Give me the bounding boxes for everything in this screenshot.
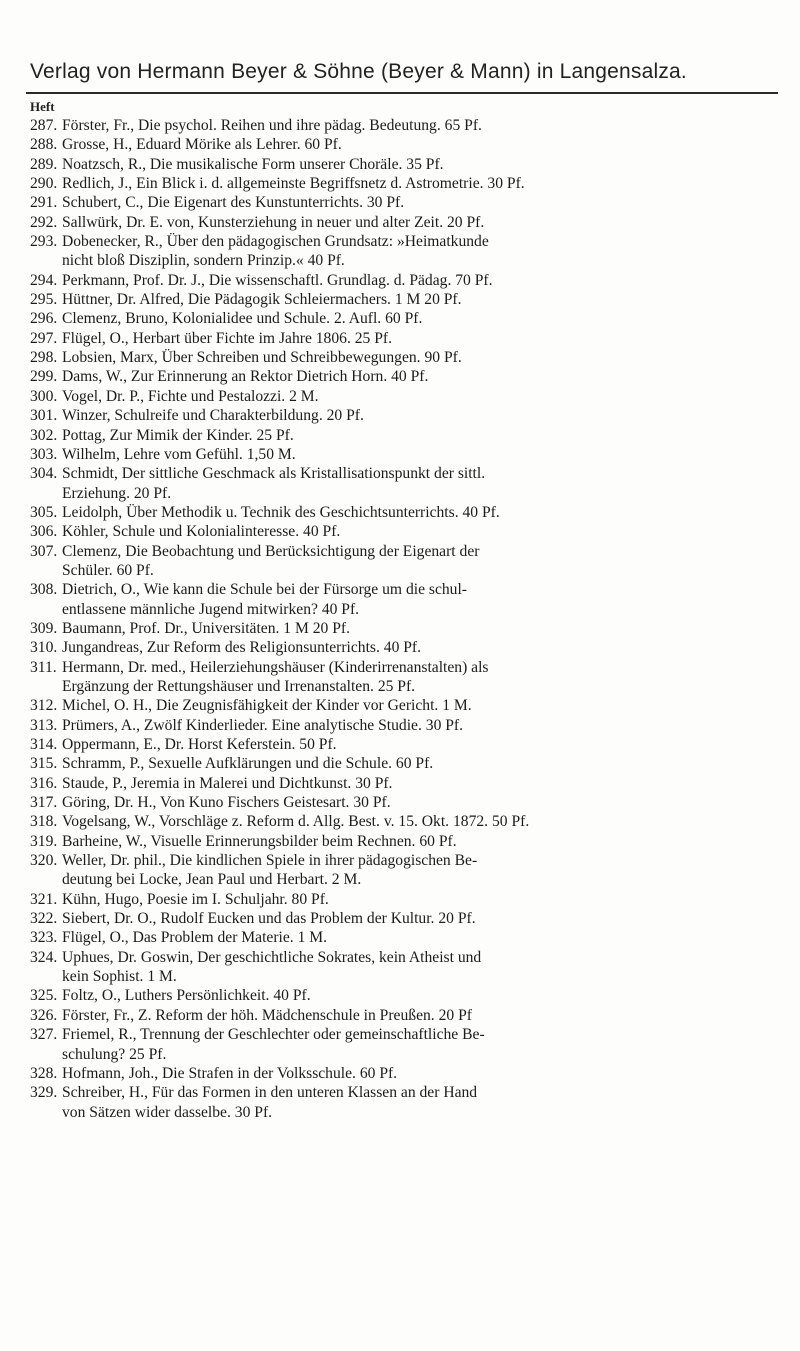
entry-text: Kühn, Hugo, Poesie im I. Schuljahr. 80 Pf. [62,890,329,908]
list-item [30,116,770,135]
entry-text: Barheine, W., Visuelle Erinnerungsbilder beim Rechnen. 60 Pf. [62,832,457,850]
list-item [30,329,770,348]
entry-text: Förster, Fr., Die psychol. Reihen und ihre pädag. Bedeutung. 65 Pf. [62,117,482,134]
entry-number: 326. [30,1006,58,1024]
list-item [30,348,770,367]
list-item [30,890,770,909]
entry-text: Flügel, O., Herbart über Fichte im Jahre 1806. 25 Pf. [62,329,393,347]
entry-text: Perkmann, Prof. Dr. J., Die wissenschaftl. Grundlag. d. Pädag. 70 Pf. [62,271,493,289]
list-item [30,155,770,174]
header-rule [26,92,778,94]
list-item [30,522,770,541]
list-item [30,290,770,309]
list-item [30,909,770,928]
entry-number: 303. [30,445,58,463]
entry-number: 318. [30,813,58,831]
entry-text: Dams, W., Zur Erinnerung an Rektor Dietrich Horn. 40 Pf. [62,368,429,386]
list-item [30,174,770,193]
list-item [30,716,770,735]
list-item [30,1006,770,1025]
entry-number: 321. [30,890,58,908]
list-item [30,619,770,638]
entry-text: Dobenecker, R., Über den pädagogischen Grundsatz: »Heimatkunde nicht bloß Disziplin, sondern Prinzip.« 40 Pf. [62,233,489,270]
list-item [30,986,770,1005]
entry-text: Vogelsang, W., Vorschläge z. Reform d. Allg. Best. v. 15. Okt. 1872. 50 Pf. [62,813,530,831]
list-item [30,213,770,232]
entry-number: 291. [30,194,58,212]
list-item [30,658,770,697]
entry-text: Wilhelm, Lehre vom Gefühl. 1,50 M. [62,445,296,463]
entry-number: 297. [30,329,58,347]
entry-text: Winzer, Schulreife und Charakterbildung. 20 Pf. [62,407,364,425]
entry-number: 293. [30,233,58,251]
list-item [30,135,770,154]
list-item [30,503,770,522]
entry-number: 328. [30,1064,58,1082]
entry-number: 315. [30,755,58,773]
entry-number: 309. [30,619,58,637]
entry-text: Michel, O. H., Die Zeugnisfähigkeit der Kinder vor Gericht. 1 M. [62,697,472,715]
list-item [30,406,770,425]
entry-number: 290. [30,175,58,193]
entry-number: 312. [30,697,58,715]
list-item [30,832,770,851]
entry-number: 289. [30,155,58,173]
entry-text: Foltz, O., Luthers Persönlichkeit. 40 Pf. [62,987,311,1005]
list-item [30,696,770,715]
entry-number: 301. [30,407,58,425]
entry-number: 317. [30,794,58,812]
entry-text: Clemenz, Die Beobachtung und Berücksichtigung der Eigenart der Schüler. 60 Pf. [62,542,480,579]
publication-list [30,116,770,1122]
entry-number: 292. [30,213,58,231]
entry-text: Siebert, Dr. O., Rudolf Eucken und das Problem der Kultur. 20 Pf. [62,910,476,928]
entry-text: Hermann, Dr. med., Heilerziehungshäuser (Kinderirrenanstalten) als Ergänzung der Rettungshäuser und Irrenanstalten. 25 Pf. [62,658,489,695]
entry-text: Uphues, Dr. Goswin, Der geschichtliche Sokrates, kein Atheist und kein Sophist. 1 M. [62,948,482,986]
entry-number: 316. [30,774,58,792]
entry-text: Vogel, Dr. P., Fichte und Pestalozzi. 2 M. [62,387,319,405]
list-item [30,793,770,812]
entry-text: Pottag, Zur Mimik der Kinder. 25 Pf. [62,426,294,444]
entry-text: Lobsien, Marx, Über Schreiben und Schreibbewegungen. 90 Pf. [62,349,462,367]
entry-number: 311. [30,658,57,676]
list-item [30,735,770,754]
entry-number: 325. [30,987,58,1005]
entry-text: Schmidt, Der sittliche Geschmack als Kristallisationspunkt der sittl. Erziehung. 20 Pf. [62,465,486,502]
list-item [30,851,770,890]
entry-text: Noatzsch, R., Die musikalische Form unserer Choräle. 35 Pf. [62,155,444,173]
publisher-header: Verlag von Hermann Beyer & Söhne (Beyer & Mann) in Langensalza. [30,60,687,83]
entry-text: Staude, P., Jeremia in Malerei und Dichtkunst. 30 Pf. [62,774,393,792]
entry-text: Redlich, J., Ein Blick i. d. allgemeinste Begriffsnetz d. Astrometrie. 30 Pf. [62,175,525,193]
list-item [30,1064,770,1083]
entry-number: 302. [30,426,58,444]
entry-text: Köhler, Schule und Kolonialinteresse. 40 Pf. [62,523,341,541]
entry-number: 306. [30,523,58,541]
entry-text: Schramm, P., Sexuelle Aufklärungen und die Schule. 60 Pf. [62,755,434,773]
entry-text: Prümers, A., Zwölf Kinderlieder. Eine analytische Studie. 30 Pf. [62,716,464,734]
entry-text: Oppermann, E., Dr. Horst Keferstein. 50 Pf. [62,736,337,753]
entry-text: Hofmann, Joh., Die Strafen in der Volksschule. 60 Pf. [62,1064,398,1082]
entry-text: Förster, Fr., Z. Reform der höh. Mädchenschule in Preußen. 20 Pf [62,1006,472,1024]
list-item [30,948,770,987]
list-item [30,445,770,464]
entry-number: 323. [30,929,58,947]
entry-number: 324. [30,948,58,966]
entry-text: Schubert, C., Die Eigenart des Kunstunterrichts. 30 Pf. [62,194,405,212]
entry-text: Grosse, H., Eduard Mörike als Lehrer. 60 Pf. [62,136,342,154]
list-item [30,928,770,947]
entry-text: Baumann, Prof. Dr., Universitäten. 1 M 20 Pf. [62,619,351,637]
entry-text: Clemenz, Bruno, Kolonialidee und Schule. 2. Aufl. 60 Pf. [62,310,423,328]
entry-text: Dietrich, O., Wie kann die Schule bei der Fürsorge um die schul- entlassene männliche Jugend mitwirken? 40 Pf. [62,581,468,618]
entry-number: 298. [30,349,58,367]
list-item [30,193,770,212]
entry-number: 305. [30,503,58,521]
entry-text: Göring, Dr. H., Von Kuno Fischers Geistesart. 30 Pf. [62,794,391,812]
entry-number: 313. [30,716,58,734]
list-item [30,580,770,619]
list-item [30,812,770,831]
entry-text: Leidolph, Über Methodik u. Technik des Geschichtsunterrichts. 40 Pf. [62,503,500,521]
entry-number: 319. [30,832,58,850]
list-item [30,309,770,328]
list-item [30,1025,770,1064]
entry-number: 329. [30,1084,58,1102]
entry-number: 287. [30,117,58,134]
list-item [30,387,770,406]
entry-number: 296. [30,310,58,328]
entry-text: Jungandreas, Zur Reform des Religionsunterrichts. 40 Pf. [62,639,422,657]
entry-number: 300. [30,387,58,405]
list-item [30,367,770,386]
list-item [30,1083,770,1122]
entry-number: 320. [30,852,58,870]
entry-text: Schreiber, H., Für das Formen in den unteren Klassen an der Hand von Sätzen wider dasselbe. 30 Pf. [62,1084,478,1121]
list-item [30,754,770,773]
list-item [30,542,770,581]
entry-number: 308. [30,581,58,599]
list-item [30,638,770,657]
entry-number: 295. [30,291,58,309]
list-item [30,271,770,290]
entry-number: 288. [30,136,58,154]
entry-number: 294. [30,271,58,289]
list-item [30,232,770,271]
entry-number: 307. [30,542,58,560]
entry-number: 304. [30,465,58,483]
entry-text: Friemel, R., Trennung der Geschlechter oder gemeinschaftliche Be- schulung? 25 Pf. [62,1026,485,1063]
entry-number: 322. [30,910,58,928]
entry-number: 299. [30,368,58,386]
entry-number: 310. [30,639,58,657]
heft-label: Heft [30,99,55,114]
entry-text: Sallwürk, Dr. E. von, Kunsterziehung in neuer und alter Zeit. 20 Pf. [62,213,485,231]
list-item [30,426,770,445]
entry-text: Hüttner, Dr. Alfred, Die Pädagogik Schleiermachers. 1 M 20 Pf. [62,291,462,309]
entry-number: 314. [30,736,58,753]
entry-text: Weller, Dr. phil., Die kindlichen Spiele in ihrer pädagogischen Be- deutung bei Locke, Jean Paul und Herbart. 2 M. [62,852,478,889]
list-item [30,774,770,793]
entry-text: Flügel, O., Das Problem der Materie. 1 M. [62,929,328,947]
entry-number: 327. [30,1026,58,1044]
list-item [30,464,770,503]
